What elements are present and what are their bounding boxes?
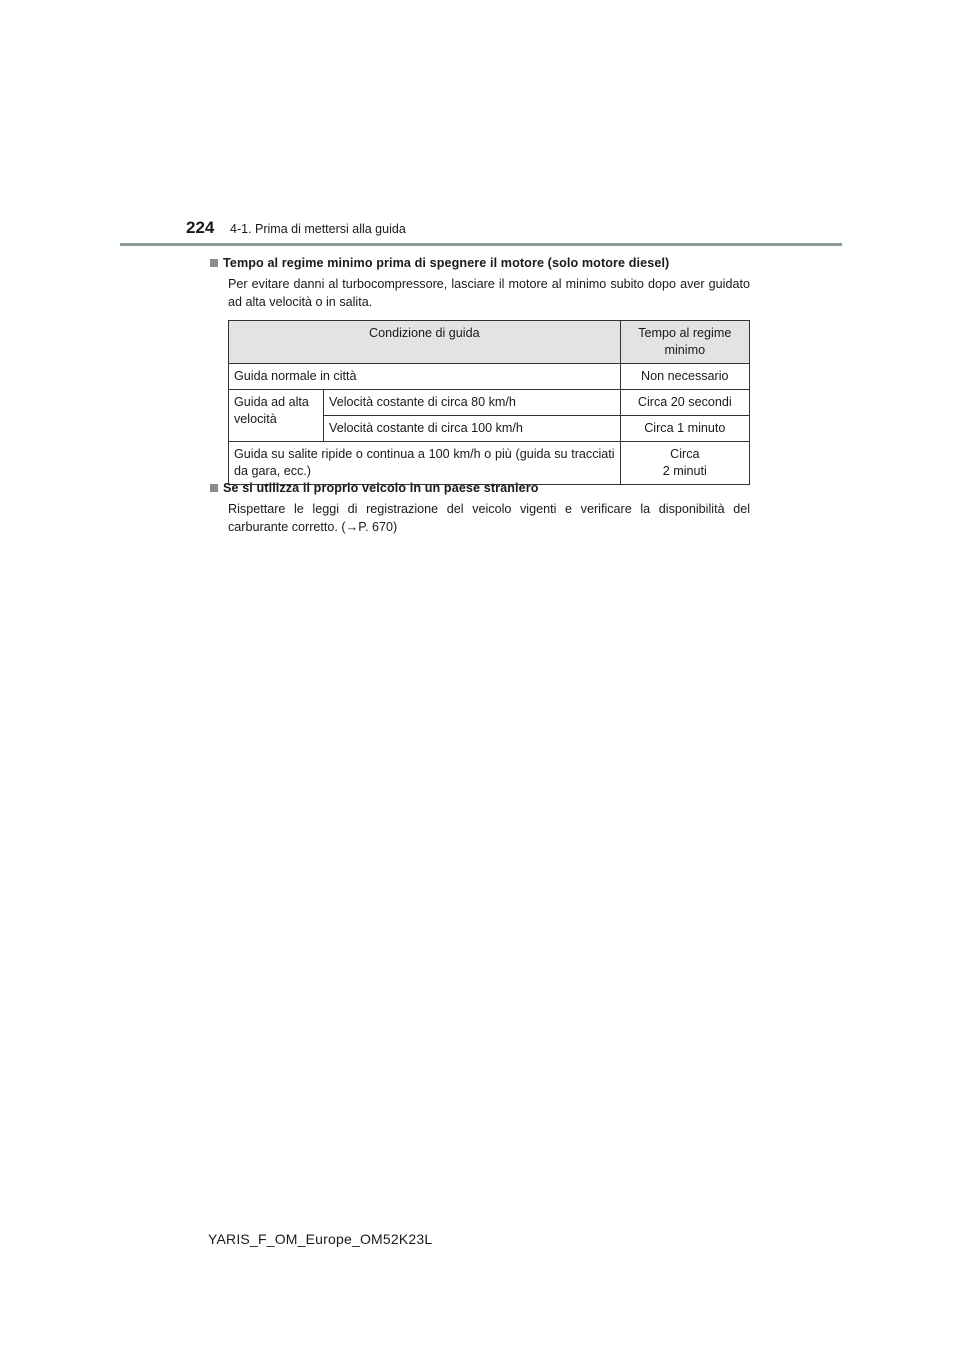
row-steep-time-line2: 2 minuti (662, 464, 707, 478)
page-number: 224 (186, 218, 215, 237)
row-100kmh-time: Circa 1 minuto (620, 416, 749, 442)
square-bullet-icon (210, 484, 218, 492)
row-100kmh-condition: Velocità costante di circa 100 km/h (324, 416, 621, 442)
arrow-right-icon: → (345, 520, 359, 534)
square-bullet-icon (210, 259, 218, 267)
idle-time-paragraph: Per evitare danni al turbocompressore, lasciare il motore al minimo subito dopo aver guidato ad alta velocità o in salita. (228, 277, 750, 309)
section-title: 4-1. Prima di mettersi alla guida (230, 222, 406, 236)
row-steep-time-line1: Circa (670, 447, 700, 461)
idle-time-section (210, 256, 750, 311)
foreign-country-heading (210, 481, 750, 495)
foreign-country-text: Rispettare le leggi di registrazione del veicolo vigenti e verificare la disponibilità del carburante corretto. ( (228, 502, 750, 534)
table-row (229, 364, 750, 390)
high-speed-label: Guida ad alta velocità (229, 390, 324, 442)
row-80kmh-time: Circa 20 secondi (620, 390, 749, 416)
idle-time-table-wrapper (228, 320, 750, 485)
header-idle-time: Tempo al regime minimo (620, 321, 749, 364)
idle-time-table (228, 320, 750, 485)
page-header (186, 218, 406, 238)
header-divider (120, 243, 842, 246)
row-steep-condition: Guida su salite ripide o continua a 100 km/h o più (guida su tracciati da gara, ecc.) (229, 442, 621, 485)
idle-time-heading-text: Tempo al regime minimo prima di spegnere il motore (solo motore diesel) (223, 256, 670, 270)
foreign-country-heading-text: Se si utilizza il proprio veicolo in un paese straniero (223, 481, 539, 495)
row-city-time: Non necessario (620, 364, 749, 390)
table-header-row (229, 321, 750, 364)
row-steep-time (620, 442, 749, 485)
row-80kmh-condition: Velocità costante di circa 80 km/h (324, 390, 621, 416)
table-row (229, 442, 750, 485)
footer-code: YARIS_F_OM_Europe_OM52K23L (208, 1231, 433, 1247)
foreign-country-paragraph (228, 500, 750, 536)
header-driving-condition: Condizione di guida (229, 321, 621, 364)
table-row (229, 390, 750, 416)
page-reference-link[interactable]: P. 670) (358, 520, 398, 534)
foreign-country-section (210, 481, 750, 536)
idle-time-heading (210, 256, 750, 270)
row-city-condition: Guida normale in città (229, 364, 621, 390)
